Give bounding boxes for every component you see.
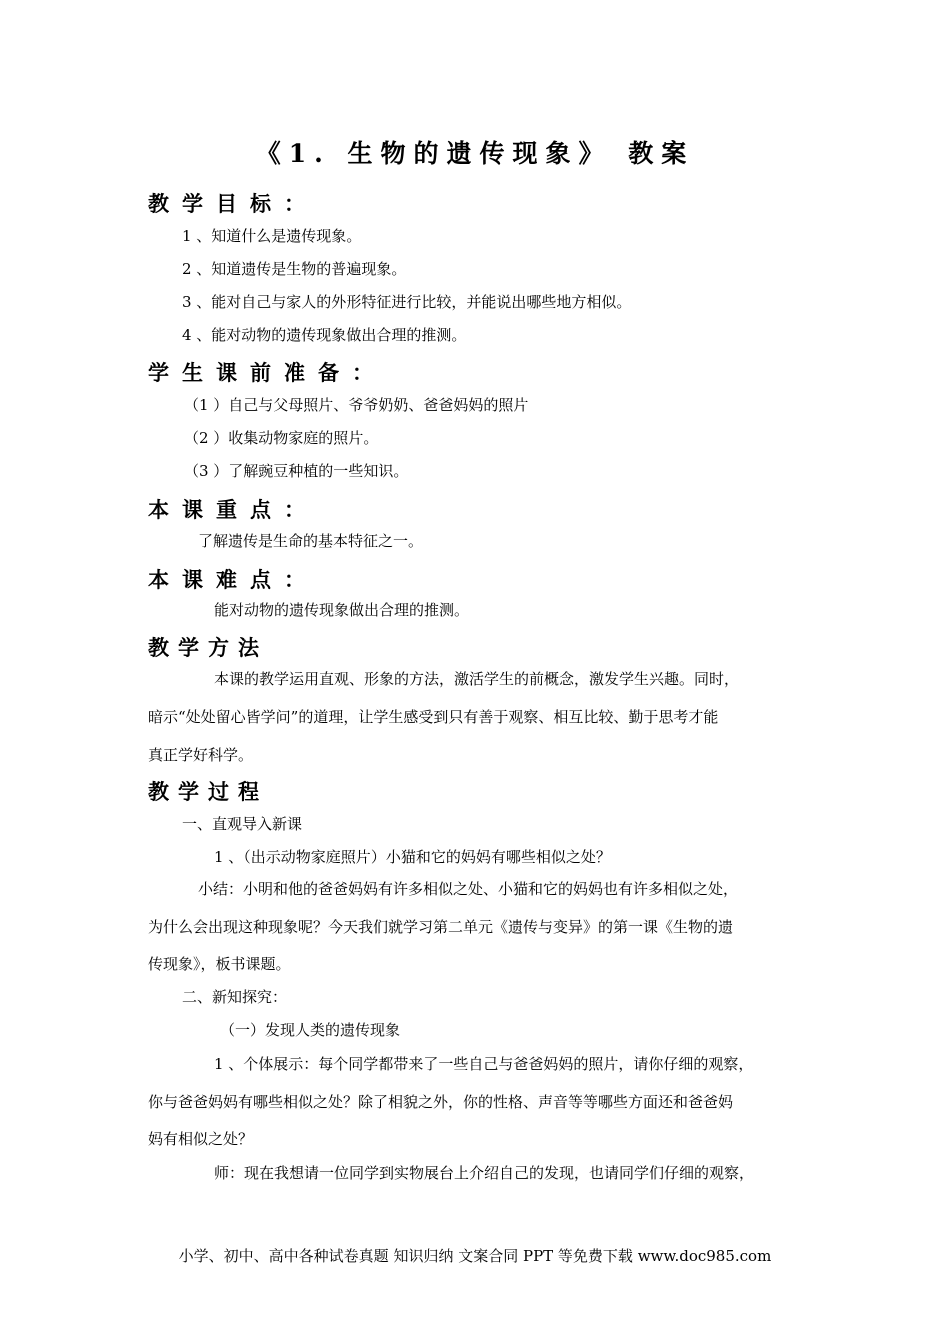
process-line: 为什么会出现这种现象呢？今天我们就学习第二单元《遗传与变异》的第一课《生物的遗: [148, 918, 734, 936]
prep-item: （1 ）自己与父母照片、爷爷奶奶、爸爸妈妈的照片: [184, 396, 529, 414]
difficulty-text: 能对动物的遗传现象做出合理的推测。: [214, 601, 470, 619]
process-line: 妈有相似之处？: [148, 1130, 254, 1148]
process-line: 传现象》，板书课题。: [148, 955, 291, 973]
process-line: 师：现在我想请一位同学到实物展台上介绍自己的发现，也请同学们仔细的观察，: [214, 1164, 755, 1182]
method-line: 暗示“处处留心皆学问”的道理，让学生感受到只有善于观察、相互比较、勤于思考才能: [148, 708, 719, 726]
focus-text: 了解遗传是生命的基本特征之一。: [198, 532, 424, 550]
method-line: 真正学好科学。: [148, 746, 254, 764]
process-line: 一、直观导入新课: [182, 815, 303, 833]
process-line: 1 、个体展示：每个同学都带来了一些自己与爸爸妈妈的照片，请你仔细的观察，: [214, 1055, 754, 1073]
prep-item: （3 ）了解豌豆种植的一些知识。: [184, 462, 409, 480]
process-line: （一）发现人类的遗传现象: [220, 1021, 401, 1039]
section-heading-focus: 本课重点：: [148, 497, 318, 522]
page-footer: 小学、初中、高中各种试卷真题 知识归纳 文案合同 PPT 等免费下载 www.doc985.com: [178, 1247, 772, 1265]
section-heading-method: 教学方法: [148, 635, 268, 660]
process-line: 二、新知探究：: [182, 988, 288, 1006]
process-line: 你与爸爸妈妈有哪些相似之处？除了相貌之外，你的性格、声音等等哪些方面还和爸爸妈: [148, 1093, 734, 1111]
goal-item: 2 、知道遗传是生物的普遍现象。: [182, 260, 407, 278]
method-line: 本课的教学运用直观、形象的方法，激活学生的前概念，激发学生兴趣。同时，: [214, 670, 740, 688]
section-heading-goals: 教学目标：: [148, 191, 318, 216]
process-line: 1 、（出示动物家庭照片）小猫和它的妈妈有哪些相似之处？: [214, 848, 611, 866]
section-heading-process: 教学过程: [148, 779, 268, 804]
document-title: 《1. 生物的遗传现象》 教案: [255, 139, 695, 168]
goal-item: 3 、能对自己与家人的外形特征进行比较，并能说出哪些地方相似。: [182, 293, 632, 311]
process-line: 小结：小明和他的爸爸妈妈有许多相似之处、小猫和它的妈妈也有许多相似之处，: [198, 880, 739, 898]
section-heading-prep: 学生课前准备：: [148, 360, 386, 385]
goal-item: 1 、知道什么是遗传现象。: [182, 227, 362, 245]
section-heading-difficulty: 本课难点：: [148, 567, 318, 592]
goal-item: 4 、能对动物的遗传现象做出合理的推测。: [182, 326, 467, 344]
prep-item: （2 ）收集动物家庭的照片。: [184, 429, 379, 447]
